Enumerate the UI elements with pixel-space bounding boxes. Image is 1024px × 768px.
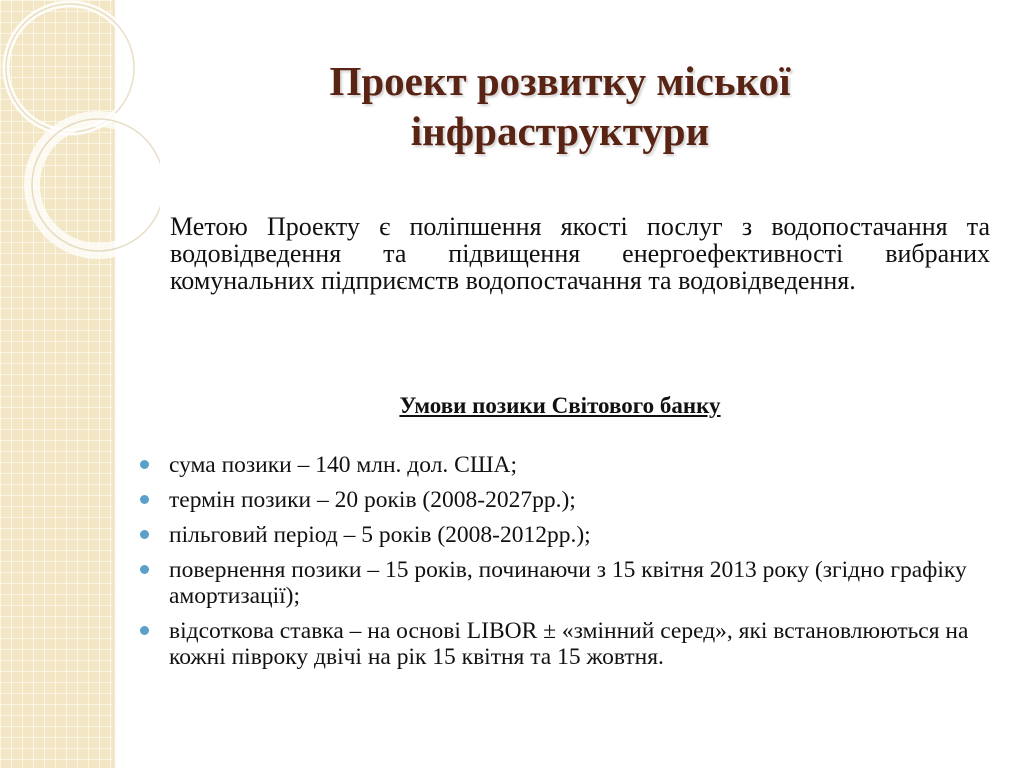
list-item: [140, 487, 990, 513]
loan-term-text: повернення позики – 15 років, починаючи з 15 квітня 2013 року (згідно графіку амортизації);: [169, 557, 967, 609]
bullet-dot-icon: [140, 626, 149, 635]
list-item: [140, 618, 990, 670]
slide-title-line-2: інфраструктури: [410, 108, 710, 155]
project-goal-paragraph: Метою Проекту є поліпшення якості послуг з водопостачання та водовідведення та підвищення енергоефективності вибраних комунальних підприємств водопостачання та водовідведення.: [170, 212, 990, 295]
slide-title-line-1: Проект розвитку міської: [329, 58, 791, 104]
loan-term-text: відсоткова ставка – на основі LIBOR ± «змінний серед», які встановлюються на кожні півроку двічі на рік 15 квітня та 15 жовтня.: [169, 618, 969, 670]
loan-term-text: термін позики – 20 років (2008-2027рр.);: [169, 487, 576, 513]
bullet-dot-icon: [140, 565, 149, 574]
slide-title: [200, 56, 920, 156]
ring-decoration-icon: [0, 0, 160, 260]
loan-terms-list: [140, 452, 990, 679]
bullet-dot-icon: [140, 460, 149, 469]
list-item: [140, 557, 990, 609]
loan-term-text: пільговий період – 5 років (2008-2012рр.);: [169, 522, 591, 548]
bullet-dot-icon: [140, 530, 149, 539]
loan-term-text: сума позики – 140 млн. дол. США;: [169, 452, 518, 478]
bullet-dot-icon: [140, 495, 149, 504]
loan-terms-heading: Умови позики Світового банку: [399, 393, 721, 418]
list-item: [140, 522, 990, 548]
list-item: [140, 452, 990, 478]
